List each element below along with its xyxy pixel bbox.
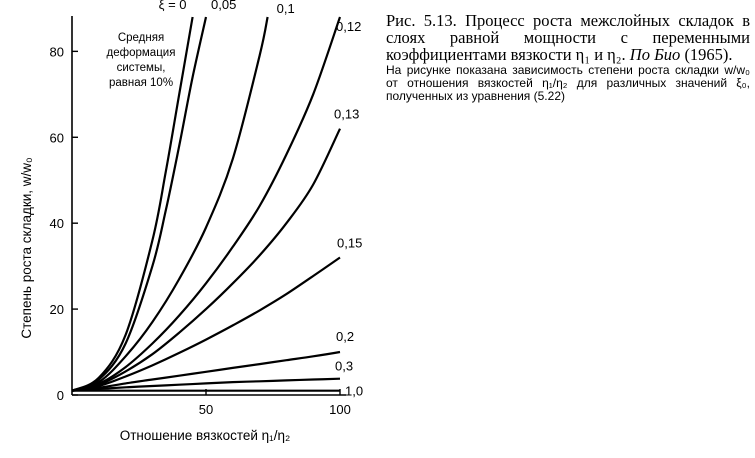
chart-annotation: [107, 32, 176, 89]
y-tick-label-0: 0: [56, 388, 64, 403]
caption-source: По Био: [629, 45, 681, 64]
curve-label-0-05: 0,05: [211, 0, 237, 12]
chart-curves: [72, 17, 340, 391]
y-axis-label: Степень роста складки, w/w₀: [19, 157, 34, 339]
curve-label-1-0: 1,0: [345, 383, 364, 399]
annotation-line-2: деформация: [106, 47, 176, 59]
curve-0-1: [72, 17, 268, 391]
y-tick-label-40: 40: [49, 216, 64, 232]
y-tick-label-60: 60: [49, 130, 64, 146]
x-tick-label-50: 50: [198, 402, 214, 417]
annotation-line-3: системы,: [116, 62, 166, 74]
curve-label-0-13: 0,13: [334, 106, 360, 122]
chart-ticks: [49, 44, 354, 417]
caption-title: [386, 12, 750, 63]
caption-body: На рисунке показана зависимость степени роста складки w/w₀ от отношения вязкостей η₁/η₂ для различных значений ξ₀, полученных из уравнения (5.22): [386, 63, 750, 103]
caption-year: (1965).: [680, 45, 733, 64]
annotation-line-1: Средняя: [117, 32, 165, 44]
curve-label-0-3: 0,3: [335, 358, 354, 374]
y-tick-label-20: 20: [49, 302, 64, 318]
curve-label-0-15: 0,15: [337, 235, 363, 251]
curve-label-0-12: 0,12: [336, 19, 362, 34]
annotation-line-4: равная 10%: [108, 77, 174, 89]
y-tick-label-80: 80: [49, 44, 64, 60]
curve-label-0: ξ = 0: [158, 0, 187, 12]
curve-label-0-1: 0,1: [276, 1, 295, 16]
figure-caption: [386, 12, 750, 103]
x-tick-label-100: 100: [329, 402, 351, 417]
curve-0-13: [72, 129, 340, 391]
chart-curve-labels: [159, 0, 363, 399]
curve-label-0-2: 0,2: [336, 329, 355, 345]
caption-title-prefix: Рис. 5.13. Процесс роста межслойных складок в слоях равной мощности с переменными коэффициентами вязкости η₁ и η₂.: [386, 11, 750, 64]
x-axis-label: Отношение вязкостей η₁/η₂: [119, 428, 291, 443]
